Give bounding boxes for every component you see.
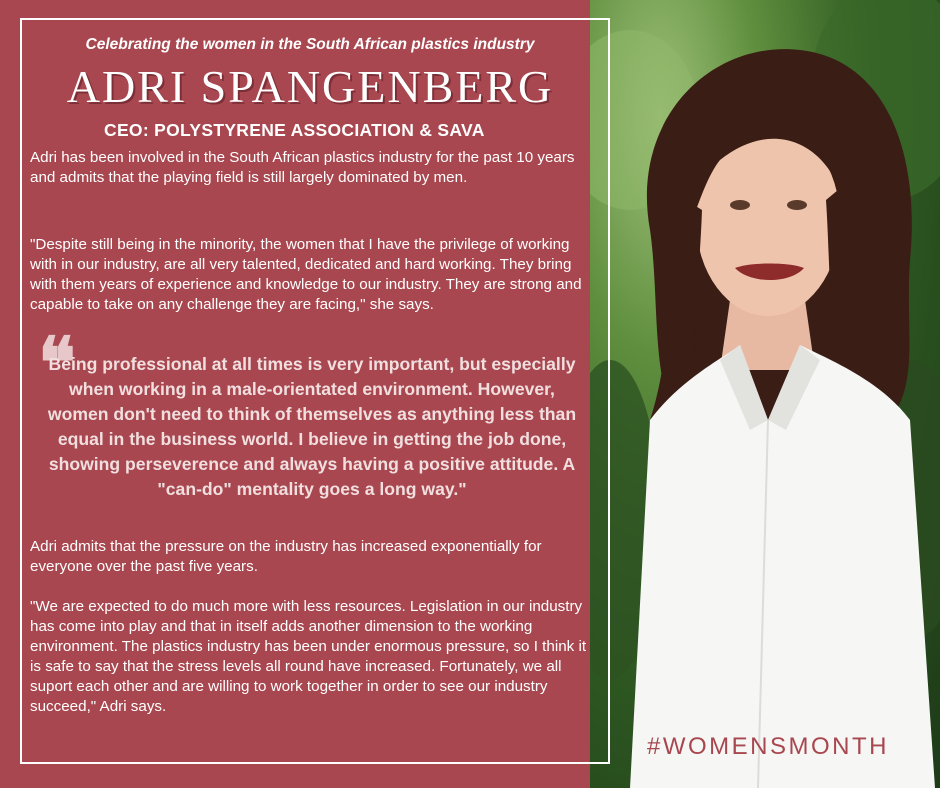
pull-quote: Being professional at all times is very important, but especially when working in a male-orientated environment. However, women don't need to think of themselves as anything less than equal in the business world. I believe in getting the job done, showing perseverence and always having a positive attitude. A "can-do" mentality goes a long way." (47, 354, 577, 499)
portrait-photo (590, 0, 940, 788)
job-title: CEO: POLYSTYRENE ASSOCIATION & SAVA (104, 120, 485, 140)
quote-mark-icon: ❝ (38, 326, 76, 403)
closing-paragraph: "We are expected to do much more with less resources. Legislation in our industry has come into play and that in itself adds another dimension to the working environment. The plastics industry has been under enormous pressure, so I think it is safe to say that the stress levels all round have increased. Fortunately, we all suport each other and are willing to work together in order to see our industry succeed," Adri says. (30, 598, 587, 715)
pressure-paragraph: Adri admits that the pressure on the industry has increased exponentially for everyone over the past five years. (30, 538, 542, 575)
hashtag-label: #WOMENSMONTH (647, 733, 889, 760)
tagline: Celebrating the women in the South African plastics industry (85, 36, 535, 53)
intro-paragraph: Adri has been involved in the South African plastics industry for the past 10 years and admits that the playing field is still largely dominated by men. (30, 149, 575, 186)
quote-paragraph-1: "Despite still being in the minority, the women that I have the privilege of working with in our industry, are all very talented, dedicated and hard working. They bring with them years of experience and knowledge to our industry. They are strong and capable to take on any challenge they are facing," she says. (30, 236, 582, 313)
person-name-heading: ADRI SPANGENBERG (66, 61, 554, 112)
